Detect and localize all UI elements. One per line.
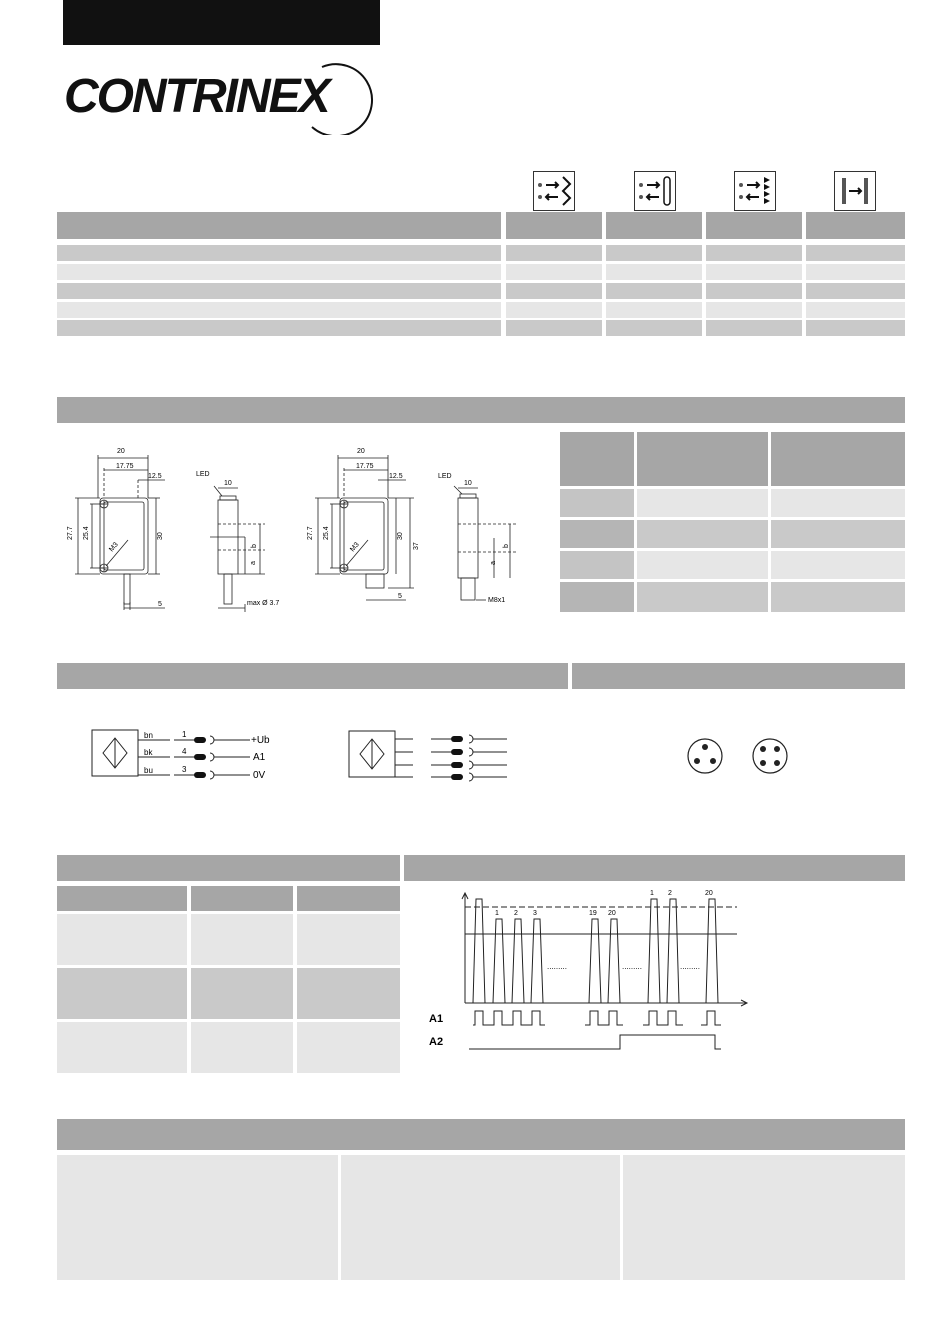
timing-chart-section-bar (404, 855, 905, 881)
svg-text:bu: bu (144, 766, 153, 775)
table-row (57, 245, 501, 261)
table-cell (806, 320, 905, 336)
bottom-section-bar (57, 1119, 905, 1150)
svg-text:30: 30 (397, 532, 404, 540)
svg-text:M3: M3 (349, 541, 361, 554)
svg-text:M3: M3 (108, 541, 120, 554)
svg-text:bk: bk (144, 748, 153, 757)
table-cell (806, 245, 905, 261)
table-row (57, 264, 501, 280)
svg-text:1: 1 (182, 730, 187, 739)
svg-text:a: a (250, 561, 257, 565)
table-cell (606, 302, 702, 318)
svg-text:10: 10 (224, 480, 232, 487)
connector-pinout-icons (686, 736, 796, 776)
diffuse-icon (734, 171, 776, 211)
dim-table-cell (637, 520, 768, 548)
svg-text:1: 1 (650, 890, 654, 897)
svg-text:20: 20 (608, 910, 616, 917)
table-header-cell (606, 212, 702, 239)
table-cell (506, 320, 602, 336)
through-beam-icon (834, 171, 876, 211)
svg-text:3: 3 (533, 910, 537, 917)
connector-section-bar (572, 663, 905, 689)
svg-text:A1: A1 (253, 752, 266, 763)
svg-text:b: b (503, 544, 510, 548)
dim-table-cell (771, 520, 905, 548)
svg-text:19: 19 (589, 910, 597, 917)
timing-table-cell (297, 1022, 400, 1073)
table-row (57, 302, 501, 318)
svg-text:17.75: 17.75 (356, 463, 374, 470)
table-cell (706, 283, 802, 299)
dim-table-cell (560, 582, 634, 612)
table-cell (806, 302, 905, 318)
svg-text:27.7: 27.7 (67, 526, 74, 540)
dim-table-cell (560, 489, 634, 517)
svg-text:+Ub: +Ub (251, 735, 270, 746)
svg-text:LED: LED (196, 471, 210, 478)
timing-table-header (191, 886, 293, 911)
timing-table-cell (191, 914, 293, 965)
timing-diagram (425, 885, 755, 1055)
timing-table-cell (57, 968, 187, 1019)
table-header-cell (57, 212, 501, 239)
table-cell (606, 283, 702, 299)
svg-text:10: 10 (464, 480, 472, 487)
wiring-section-bar (57, 663, 568, 689)
svg-text:25.4: 25.4 (323, 526, 330, 540)
dimensions-section-bar (57, 397, 905, 423)
table-row (57, 320, 501, 336)
table-cell (706, 320, 802, 336)
svg-text:20: 20 (357, 448, 365, 455)
dim-table-header-cell (560, 432, 634, 486)
timing-table-cell (191, 1022, 293, 1073)
svg-text:2: 2 (514, 910, 518, 917)
dimension-drawing-connector (298, 440, 528, 615)
dim-table-cell (637, 551, 768, 579)
table-row (57, 283, 501, 299)
timing-table-cell (297, 914, 400, 965)
dim-table-cell (637, 489, 768, 517)
wiring-diagram-connector (347, 728, 512, 783)
dim-table-cell (771, 489, 905, 517)
dim-table-cell (560, 520, 634, 548)
svg-text:bn: bn (144, 731, 153, 740)
timing-table-section-bar (57, 855, 400, 881)
table-cell (706, 264, 802, 280)
svg-text:5: 5 (398, 593, 402, 600)
bottom-panel (57, 1155, 338, 1280)
svg-text:max Ø 3.7: max Ø 3.7 (247, 600, 280, 607)
svg-text:A1: A1 (429, 1013, 444, 1025)
table-header-cell (806, 212, 905, 239)
svg-text:3: 3 (182, 765, 187, 774)
svg-text:b: b (251, 544, 258, 548)
table-cell (606, 264, 702, 280)
svg-text:2: 2 (668, 890, 672, 897)
dim-table-cell (637, 582, 768, 612)
svg-text:27.7: 27.7 (307, 526, 314, 540)
svg-text:A2: A2 (429, 1036, 444, 1048)
logo-text: CONTRINEX (64, 70, 329, 123)
svg-text:.........: ......... (547, 962, 568, 971)
table-header-cell (506, 212, 602, 239)
svg-text:25.4: 25.4 (83, 526, 90, 540)
timing-table-cell (57, 914, 187, 965)
table-header-cell (706, 212, 802, 239)
svg-text:5: 5 (158, 601, 162, 608)
table-cell (706, 302, 802, 318)
svg-text:1: 1 (495, 910, 499, 917)
table-cell (506, 302, 602, 318)
dim-table-cell (771, 582, 905, 612)
diffuse-background-suppression-icon (533, 171, 575, 211)
contrinex-logo (60, 55, 390, 135)
svg-text:12.5: 12.5 (389, 473, 403, 480)
svg-text:30: 30 (157, 532, 164, 540)
svg-text:.........: ......... (622, 962, 643, 971)
timing-table-cell (57, 1022, 187, 1073)
header-bar (63, 0, 380, 45)
table-cell (506, 245, 602, 261)
svg-text:12.5: 12.5 (148, 473, 162, 480)
bottom-panel (623, 1155, 905, 1280)
svg-text:17.75: 17.75 (116, 463, 134, 470)
table-cell (606, 320, 702, 336)
timing-table-header (297, 886, 400, 911)
table-cell (806, 283, 905, 299)
svg-text:20: 20 (117, 448, 125, 455)
svg-text:37: 37 (413, 542, 420, 550)
table-cell (706, 245, 802, 261)
table-cell (506, 264, 602, 280)
dim-table-header-cell (771, 432, 905, 486)
svg-text:M8x1: M8x1 (488, 597, 506, 604)
svg-text:LED: LED (438, 473, 452, 480)
timing-table-cell (191, 968, 293, 1019)
svg-text:a: a (490, 561, 497, 565)
dim-table-cell (771, 551, 905, 579)
table-cell (806, 264, 905, 280)
dim-table-cell (560, 551, 634, 579)
wiring-diagram-cable (90, 726, 290, 786)
timing-table-header (57, 886, 187, 911)
bottom-panel (341, 1155, 620, 1280)
table-cell (606, 245, 702, 261)
dim-table-header-cell (637, 432, 768, 486)
timing-table-cell (297, 968, 400, 1019)
reflex-icon (634, 171, 676, 211)
svg-text:0V: 0V (253, 770, 266, 781)
table-cell (506, 283, 602, 299)
dimension-drawing-cable (60, 440, 310, 615)
svg-text:.........: ......... (680, 962, 701, 971)
svg-text:4: 4 (182, 747, 187, 756)
svg-text:20: 20 (705, 890, 713, 897)
